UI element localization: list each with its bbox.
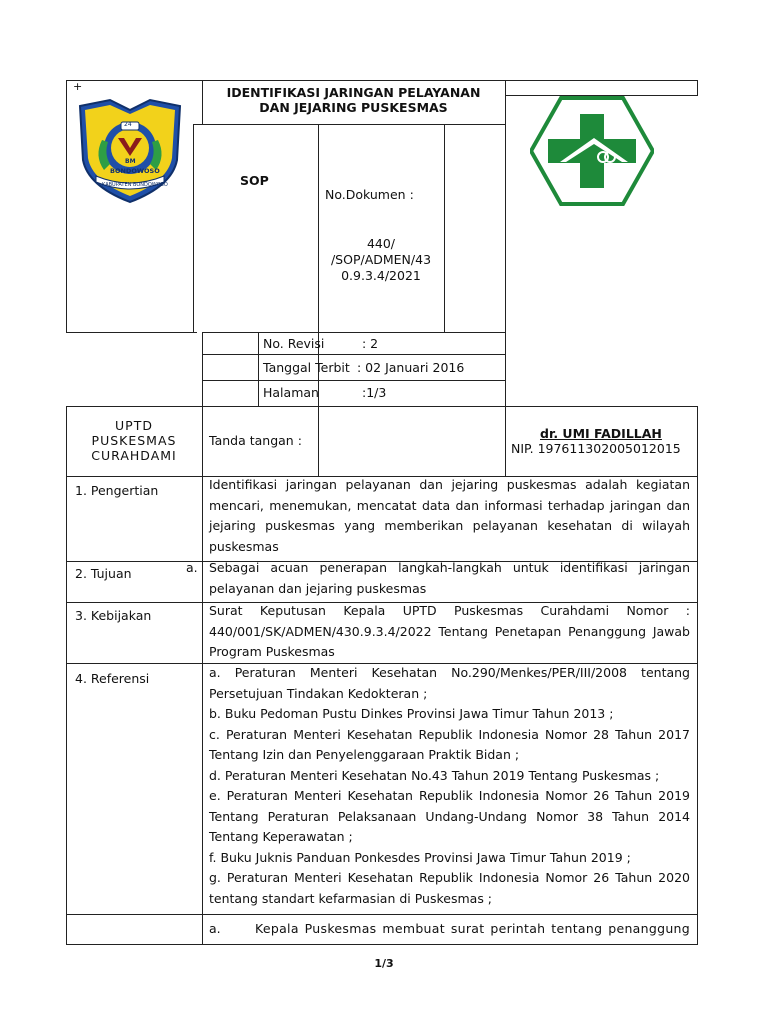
logo-number: 24	[124, 121, 132, 128]
line	[697, 406, 698, 945]
doc-number-label: No.Dokumen :	[325, 187, 414, 202]
puskesmas-cross-icon	[530, 96, 654, 206]
line	[444, 124, 445, 332]
section-label-pengertian: 1. Pengertian	[75, 483, 159, 498]
doc-number-line1: 440/	[366, 236, 396, 251]
line	[66, 914, 697, 915]
section-text-tujuan: Sebagai acuan penerapan langkah-langkah untuk identifikasi jaringan pelayanan dan jejaring puskesmas	[209, 560, 690, 596]
signatory-nip: NIP. 197611302005012015	[511, 441, 681, 456]
line	[66, 944, 697, 945]
logo-badge: BM	[125, 158, 136, 165]
puskesmas-logo	[530, 96, 654, 206]
revision-label: No. Revisi	[263, 336, 325, 351]
line	[318, 124, 319, 476]
doc-number-line3: 0.9.3.4/2021	[341, 268, 421, 283]
line	[66, 80, 697, 81]
unit-line1: UPTD	[115, 418, 153, 433]
line	[66, 332, 197, 333]
issue-date-value: : 02 Januari 2016	[357, 360, 465, 375]
line	[202, 354, 505, 355]
reference-item: a. Peraturan Menteri Kesehatan No.290/Menkes/PER/III/2008 tentang Persetujuan Tindakan Kedokteran ;	[209, 665, 690, 701]
line	[193, 124, 505, 125]
page-value: :1/3	[362, 385, 387, 400]
line	[193, 124, 194, 332]
shield-emblem-icon	[74, 98, 186, 204]
issue-date-label: Tanggal Terbit	[263, 360, 350, 375]
line	[202, 380, 505, 381]
reference-item: f. Buku Juknis Panduan Ponkesdes Provinsi Jawa Timur Tahun 2019 ;	[209, 849, 631, 865]
section-text-pengertian: Identifikasi jaringan pelayanan dan jejaring puskesmas adalah kegiatan mencari, menemukan, mencatat data dan informasi terhadap jaringan dan jejaring puskesmas yang memberikan pelayanan kesehatan di wilayah puskesmas	[209, 477, 690, 554]
unit-line3: CURAHDAMI	[91, 448, 177, 463]
revision-value: : 2	[362, 336, 379, 351]
line	[66, 406, 697, 407]
sop-label: SOP	[240, 173, 269, 188]
line	[202, 332, 505, 333]
reference-item: g. Peraturan Menteri Kesehatan Republik Indonesia Nomor 26 Tahun 2020 tentang standart kefarmasian di Puskesmas ;	[209, 870, 690, 906]
reference-item: c. Peraturan Menteri Kesehatan Republik Indonesia Nomor 28 Tahun 2017 Tentang Izin dan Penyelenggaraan Praktik Bidan ;	[209, 726, 690, 762]
page-label: Halaman	[263, 385, 319, 400]
reference-item: b. Buku Pedoman Pustu Dinkes Provinsi Jawa Timur Tahun 2013 ;	[209, 706, 614, 721]
regency-logo	[74, 98, 186, 204]
reference-item: d. Peraturan Menteri Kesehatan No.43 Tahun 2019 Tentang Puskesmas ;	[209, 767, 660, 783]
sop-title-line1: IDENTIFIKASI JARINGAN PELAYANAN	[226, 85, 481, 100]
footer-page-number: 1/3	[374, 957, 394, 970]
reference-item: e. Peraturan Menteri Kesehatan Republik Indonesia Nomor 26 Tahun 2019 Tentang Peraturan Pelaksanaan Undang-Undang Nomor 38 Tahun 2014 Tentang Keperawatan ;	[209, 788, 690, 844]
sop-title-line2: DAN JEJARING PUSKESMAS	[259, 100, 448, 115]
procedure-marker: a.	[209, 921, 221, 936]
line	[258, 332, 259, 406]
section-label-tujuan: 2. Tujuan	[75, 566, 132, 581]
line	[66, 80, 67, 333]
section-label-referensi: 4. Referensi	[75, 671, 150, 686]
signature-label: Tanda tangan :	[209, 433, 302, 448]
corner-mark: +	[73, 80, 83, 93]
line	[66, 406, 67, 945]
reference-list	[209, 663, 690, 909]
procedure-step-text: Kepala Puskesmas membuat surat perintah tentang penanggung	[255, 921, 690, 936]
doc-number-line2: /SOP/ADMEN/43	[330, 252, 432, 267]
logo-text-bottom: KABUPATEN BONDOWOSO	[102, 182, 168, 188]
unit-line2: PUSKESMAS	[91, 433, 177, 448]
line	[697, 80, 698, 96]
section-label-kebijakan: 3. Kebijakan	[75, 608, 152, 623]
section-marker-tujuan: a.	[186, 560, 198, 575]
line	[202, 332, 203, 406]
line	[202, 406, 203, 945]
line	[505, 80, 506, 477]
signatory-name: dr. UMI FADILLAH	[540, 426, 662, 441]
section-text-kebijakan: Surat Keputusan Kepala UPTD Puskesmas Curahdami Nomor : 440/001/SK/ADMEN/430.9.3.4/2022 Tentang Penetapan Penanggung Jawab Program Puskesmas	[209, 603, 690, 659]
logo-text-top: BONDOWOSO	[110, 167, 160, 175]
